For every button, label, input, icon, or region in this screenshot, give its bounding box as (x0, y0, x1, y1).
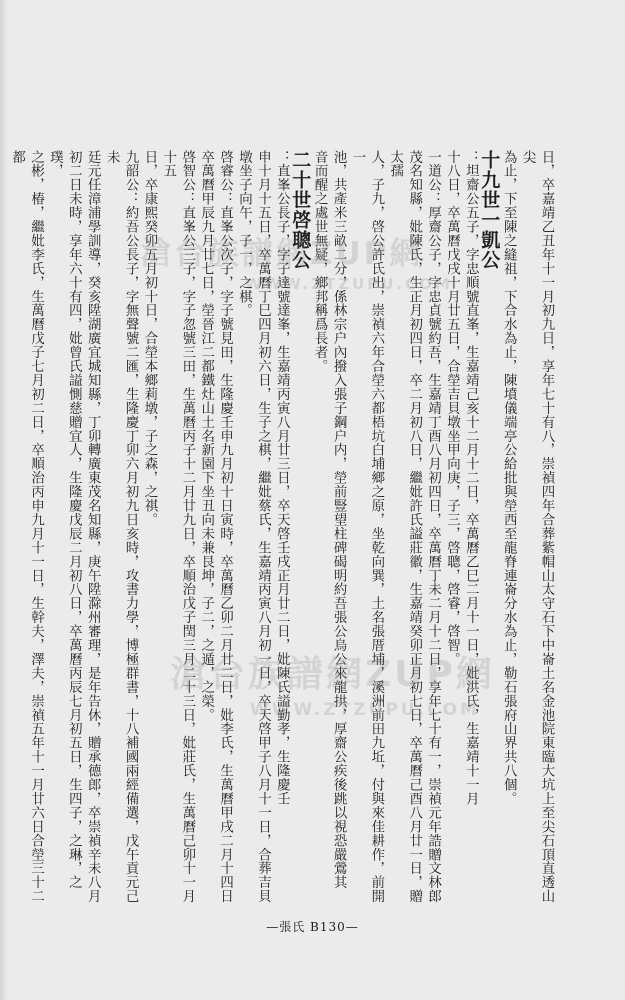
text-column: 一道公：厚齋公子，字忠貞號約吾，生嘉靖丁酉八月初四日，卒萬曆丁未二月十二日，享年七十有一，崇禎元年誥贈文林郎 (425, 150, 441, 904)
text-column: 日，卒康熙癸卯五月初十日，合塋本鄉莉墩，子之森，之祺。 (141, 150, 157, 527)
watermark-text: 滄台族譜網ZUP網 (140, 236, 424, 272)
text-column: 初二日未時，享年六十有四，妣曾氏謚惻慈贈宜人，生隆慶戊辰二月初八日，卒萬曆丙辰七月初五日，生四子，之琳，之璞， (47, 150, 82, 890)
text-column: 之彬，椿，繼妣李氏，生萬曆戊子七月初二日，卒順治丙申九月十一日，生幹夫，澤夫，崇禎五年十一月廿六日合塋三十二都 (9, 150, 44, 904)
text-column: 音而醒之處世無疑，鄉邦稱爲長者。 (312, 150, 328, 374)
watermark-url: WWW.ZTZUPU.COM (245, 275, 453, 293)
watermark-text: 滄台族譜網ZUP網 (170, 654, 495, 695)
text-column: 九韶公：約吾公長子，字無聲號二匯，生隆慶丁卯六月初九日亥時，攻書力學，博極群書，十八補國兩經備選，戊午貢元己未 (104, 150, 139, 904)
text-column: 申十月十五日，卒萬曆丁巳四月初六日，生子之棋，繼妣蔡氏，生嘉靖丙寅八月初一日，卒天啓甲子八月十一日，合葬吉貝墩坐子向午，子一，之棋。 (236, 150, 271, 904)
text-column: 啓睿公：直峯公次子，字子號見田，生隆慶壬申九月初十日寅時，卒萬曆乙卯二月廿二日，妣李氏，生萬曆甲戌二月十四日 (217, 150, 233, 904)
text-column: 為止，下至陳之縫祖，下合水為止，陳墳儀端亭公給批與塋西至龍脊連崙分水為止，勒石張府山界共八個。 (501, 150, 517, 806)
text-column: 十八日，卒萬曆戊戌十月廿五日，合塋吉貝墩坐甲向庚，子三，啓聰，啓睿，啓智。 (444, 150, 460, 667)
text-column: 卒萬曆甲辰九月廿七日，塋晉江二都鐵灶山土名新園下坐丑向未兼艮坤，子二，之遁，之榮。 (198, 150, 214, 722)
generation-heading: 十九世一凱公 (478, 150, 501, 270)
text-column: 啓智公：直峯公三子，字子忽號三田，生萬曆丙子十二月廿九日，卒順治戊子閏三月二十三日，妣莊氏，生萬曆己卯十一月十五 (160, 150, 195, 904)
generation-heading: 二十世啓聰公 (289, 150, 312, 270)
text-column: 茂名知縣，妣陳氏，生正月初四日，卒二月初八日，繼妣許氏謚莊徽，生嘉靖癸卯正月初七日，卒萬曆己酉八月廿一日，贈太孺 (387, 150, 422, 904)
text-column: ：坦齋公五子，字忠順號直峯，生嘉靖己亥十二月十二日，卒萬曆乙巳二月十一日，妣洪氏，生嘉靖十一月 (463, 150, 479, 806)
text-column: ：直峯公長子，字子達號達峯，生嘉靖丙寅八月廿三日，卒天啓壬戌正月廿二日，妣陳氏謚勤孝，生隆慶壬 (274, 150, 290, 806)
watermark-url: WWW.ZTZUPU.COM (250, 700, 480, 720)
text-column: 池，共產米三畝二分，係林宗户內撥入張子鋼户内，塋前豎望柱碑碣明約吾張公烏公來龍拱，厚齋公疾後跳以視恐嚴鶯其 (331, 150, 347, 890)
text-column: 日，卒嘉靖乙丑年十一月初九日，享年七十有八，崇禎四年合葬紫帽山太守石下中崙土名金池院東臨大坑上至尖石頂直透山尖 (520, 150, 554, 904)
text-column: 人，子九，啓公許氏出，崇禎六年合塋六都梧坑白埔鄉之原，坐乾向巽，土名張厝埔，溪洲前田九坵，付與來佳耕作，前開一 (349, 150, 384, 904)
text-column: 廷元任漳浦學訓導，癸亥陞湖廣宜城知縣，丁卯轉廣東茂名知縣，庚午陞滁州審理，是年告休，贈承德郎，卒崇禎辛未八月 (85, 150, 101, 904)
page-number: —張氏 B130— (266, 920, 359, 934)
